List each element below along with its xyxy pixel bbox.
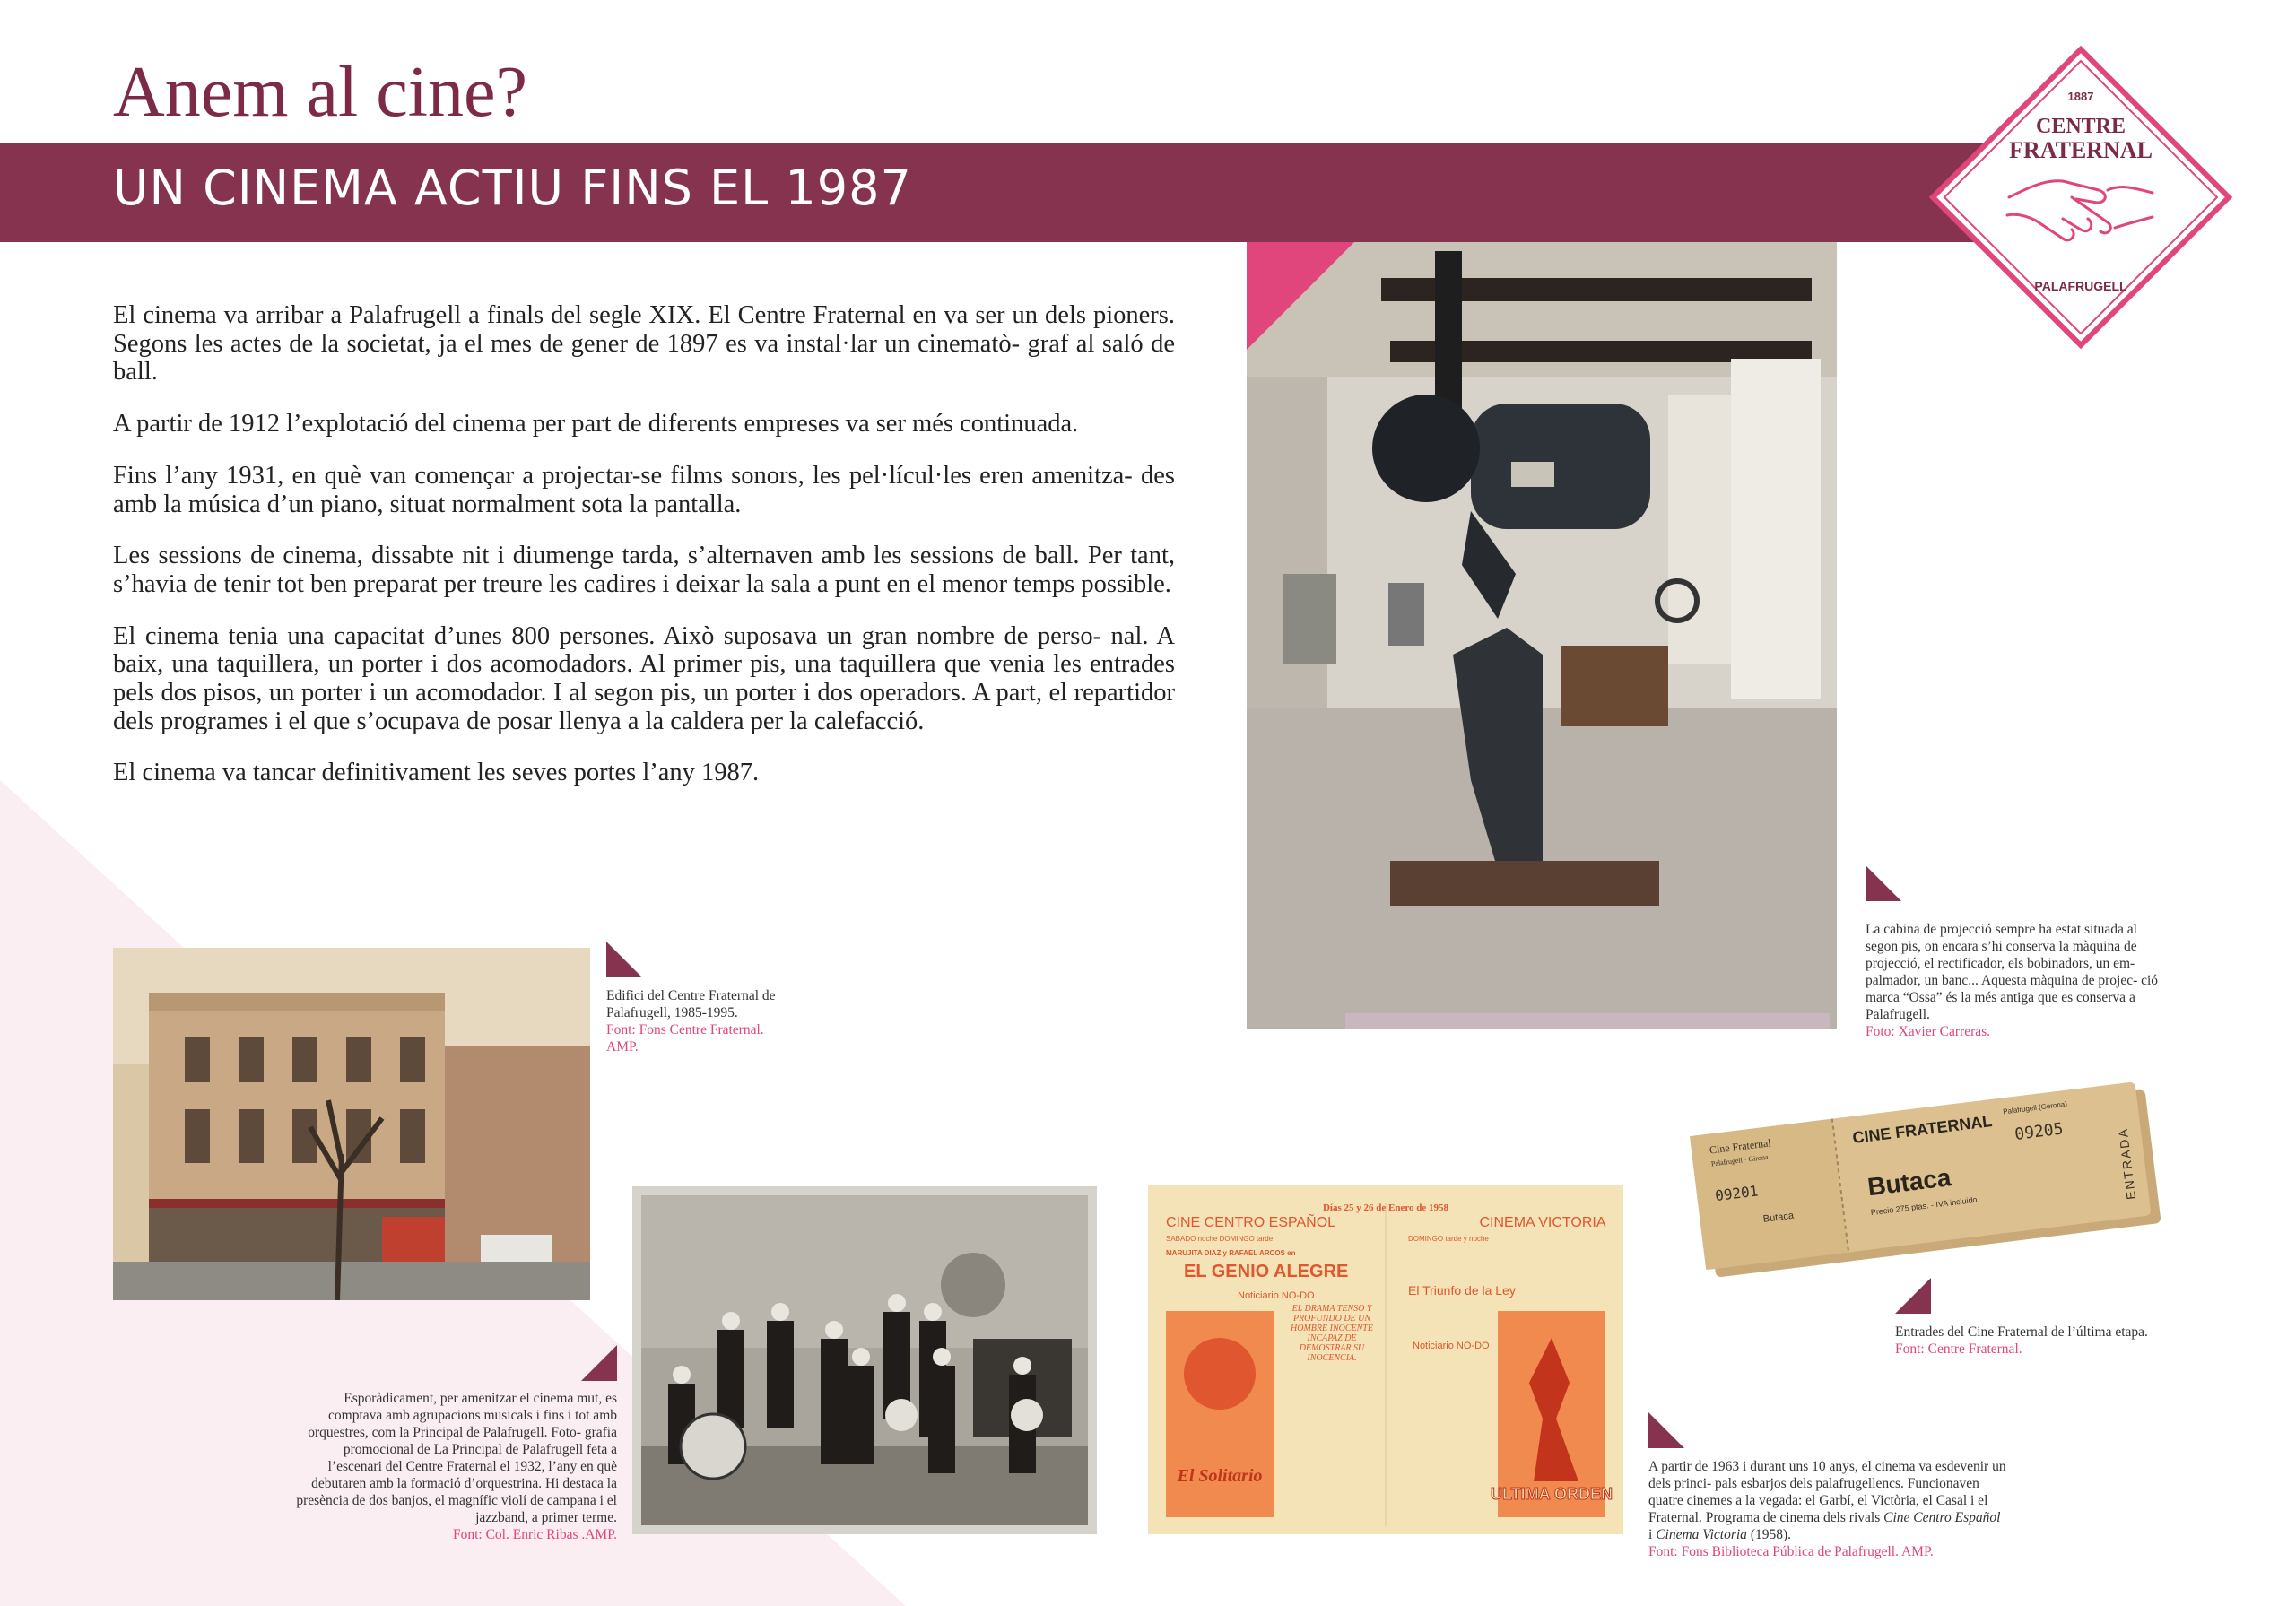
program-left-cinema: CINE CENTRO ESPAÑOL: [1166, 1215, 1336, 1230]
page-subtitle: UN CINEMA ACTIU FINS EL 1987: [113, 160, 912, 216]
cinema-program-photo: [1148, 1185, 1623, 1534]
building-caption-source: Font: Fons Centre Fraternal. AMP.: [606, 1022, 764, 1055]
orchestra-caption-source: Font: Col. Enric Ribas .AMP.: [452, 1527, 617, 1542]
paragraph-3: Fins l’any 1931, en què van començar a projectar-se films sonors, les pel·lícul·les eren amenitza- des amb la música d’un piano, situat normalment sota la pantalla.: [113, 461, 1175, 518]
programs-caption-cinema-2: Cinema Victoria: [1656, 1527, 1747, 1542]
building-photo: [113, 948, 590, 1300]
program-left-tagline: EL DRAMA TENSO Y PROFUNDO DE UN HOMBRE INOCENTE INCAPAZ DE DEMOSTRAR SU INOCENCIA.: [1291, 1304, 1373, 1363]
logo-line2: FRATERNAL: [2009, 137, 2152, 163]
building-caption-marker: [606, 942, 642, 977]
logo-place: PALAFRUGELL: [2034, 279, 2127, 293]
programs-caption-source: Font: Fons Biblioteca Pública de Palafrugell. AMP.: [1648, 1544, 1934, 1559]
programs-caption-join: i: [1648, 1527, 1657, 1542]
ticket-stub-title: Cine Fraternal: [1709, 1136, 1772, 1157]
program-left-actors: MARUJITA DIAZ y RAFAEL ARCOS en: [1166, 1249, 1296, 1257]
program-date: Días 25 y 26 de Enero de 1958: [1322, 1202, 1449, 1213]
ticket-stub-type: Butaca: [1762, 1210, 1795, 1225]
program-left-poster: El Solitario: [1177, 1466, 1263, 1486]
programs-caption-cinema-1: Cine Centro Español: [1883, 1510, 2001, 1525]
projector-caption-source: Foto: Xavier Carreras.: [1866, 1024, 1991, 1039]
tickets-caption-marker: [1895, 1278, 1931, 1314]
ticket-stub-city: Palafrugell · Girona: [1710, 1152, 1770, 1168]
ticket-city: Palafrugell (Gerona): [2002, 1099, 2068, 1116]
orchestra-caption-text: Esporàdicament, per amenitzar el cinema mut, es comptava amb agrupacions musicals i fins i tot amb orquestres, com la Principal de Palafrugell. Foto- grafia promocional de La Principal de Palafrugell feta a l’escenari del Centre Fraternal el 1932, l’any en què debutaren amb la formació d’orquestrina. Hi destaca la presència de dos banjos, el magnífic violí de campana i el jazzband, a primer terme.: [296, 1391, 617, 1525]
orchestra-photo: [632, 1186, 1097, 1534]
program-left-film: EL GENIO ALEGRE: [1184, 1262, 1349, 1281]
orchestra-caption-marker: [581, 1345, 617, 1381]
paragraph-1: El cinema va arribar a Palafrugell a finals del segle XIX. El Centre Fraternal en va ser un dels pioners. Segons les actes de la societat, ja el mes de gener de 1897 es va instal·lar un cinematò- graf al saló de ball.: [113, 301, 1175, 386]
projector-caption: [1866, 921, 2170, 1040]
building-caption-text: Edifici del Centre Fraternal de Palafrugell, 1985-1995.: [606, 988, 776, 1020]
programs-caption: [1648, 1458, 2007, 1560]
projector-photo: [1247, 242, 1837, 1029]
tickets-caption-text: Entrades del Cine Fraternal de l’última etapa.: [1895, 1324, 2148, 1340]
program-right-poster: ULTIMA ORDEN: [1491, 1485, 1613, 1503]
tickets-photo: [1677, 1054, 2179, 1278]
projector-photo-corner: [1247, 242, 1354, 350]
ticket-price: Precio 275 ptas. - IVA incluido: [1870, 1194, 1979, 1218]
paragraph-4: Les sessions de cinema, dissabte nit i diumenge tarda, s’alternaven amb les sessions de ball. Per tant, s’havia de tenir tot ben preparat per treure les cadires i deixar la sala a punt en el menor temps possible.: [113, 542, 1175, 598]
program-left-days: SABADO noche DOMINGO tarde: [1166, 1235, 1274, 1243]
ticket-number: 09205: [2013, 1119, 2065, 1144]
tickets-caption: [1895, 1324, 2191, 1358]
logo-line1: CENTRE: [2035, 115, 2126, 138]
program-right-cinema: CINEMA VICTORIA: [1479, 1215, 1606, 1230]
programs-caption-marker: [1648, 1412, 1684, 1448]
program-right-news: Noticiario NO-DO: [1413, 1341, 1490, 1351]
ticket-type: Butaca: [1866, 1163, 1952, 1202]
paragraph-6: El cinema va tancar definitivament les seves portes l’any 1987.: [113, 759, 760, 787]
page-title: Anem al cine?: [113, 53, 527, 132]
paragraph-2: A partir de 1912 l’explotació del cinema per part de diferents empreses va ser més continuada.: [113, 410, 1079, 438]
program-left-news: Noticiario NO-DO: [1238, 1290, 1315, 1301]
programs-caption-text: A partir de 1963 i durant uns 10 anys, el cinema va esdevenir un dels princi- pals esbarjos dels palafrugellencs. Funcionaven quatre cinemes a la vegada: el Garbí, el Victòria, el Casal i el Fraternal. Programa de cinema dels rivals: [1648, 1459, 2006, 1525]
ticket-title: CINE FRATERNAL: [1851, 1112, 1994, 1147]
ticket-side: ENTRADA: [2115, 1126, 2139, 1201]
building-caption: [606, 987, 795, 1055]
program-right-film: El Triunfo de la Ley: [1408, 1283, 1516, 1298]
centre-fraternal-logo: [1928, 45, 2233, 350]
body-text: [113, 301, 1175, 811]
logo-year: 1887: [2067, 90, 2094, 103]
program-right-days: DOMINGO tarde y noche: [1408, 1235, 1489, 1243]
programs-caption-year: (1958).: [1746, 1527, 1792, 1542]
projector-caption-marker: [1866, 865, 1901, 901]
projector-caption-text: La cabina de projecció sempre ha estat situada al segon pis, on encara s’hi conserva la màquina de projecció, el rectificador, els bobinadors, un em- palmador, un banc... Aquesta màquina de projec- ció marca “Ossa” és la més antiga que es conserva a Palafrugell.: [1866, 922, 2159, 1022]
ticket-stub-number: 09201: [1714, 1182, 1760, 1205]
paragraph-5: El cinema tenia una capacitat d’unes 800 persones. Això suposava un gran nombre de perso- nal. A baix, una taquillera, un porter i dos acomodadors. Al primer pis, una taquillera que venia les entrades pels dos pisos, un porter i un acomodador. I al segon pis, un porter i dos operadors. A part, el repartidor dels programes i el que s’ocupava de posar llenya a la caldera per la calefacció.: [113, 621, 1175, 735]
tickets-caption-source: Font: Centre Fraternal.: [1895, 1341, 2022, 1357]
orchestra-caption: [296, 1390, 617, 1543]
